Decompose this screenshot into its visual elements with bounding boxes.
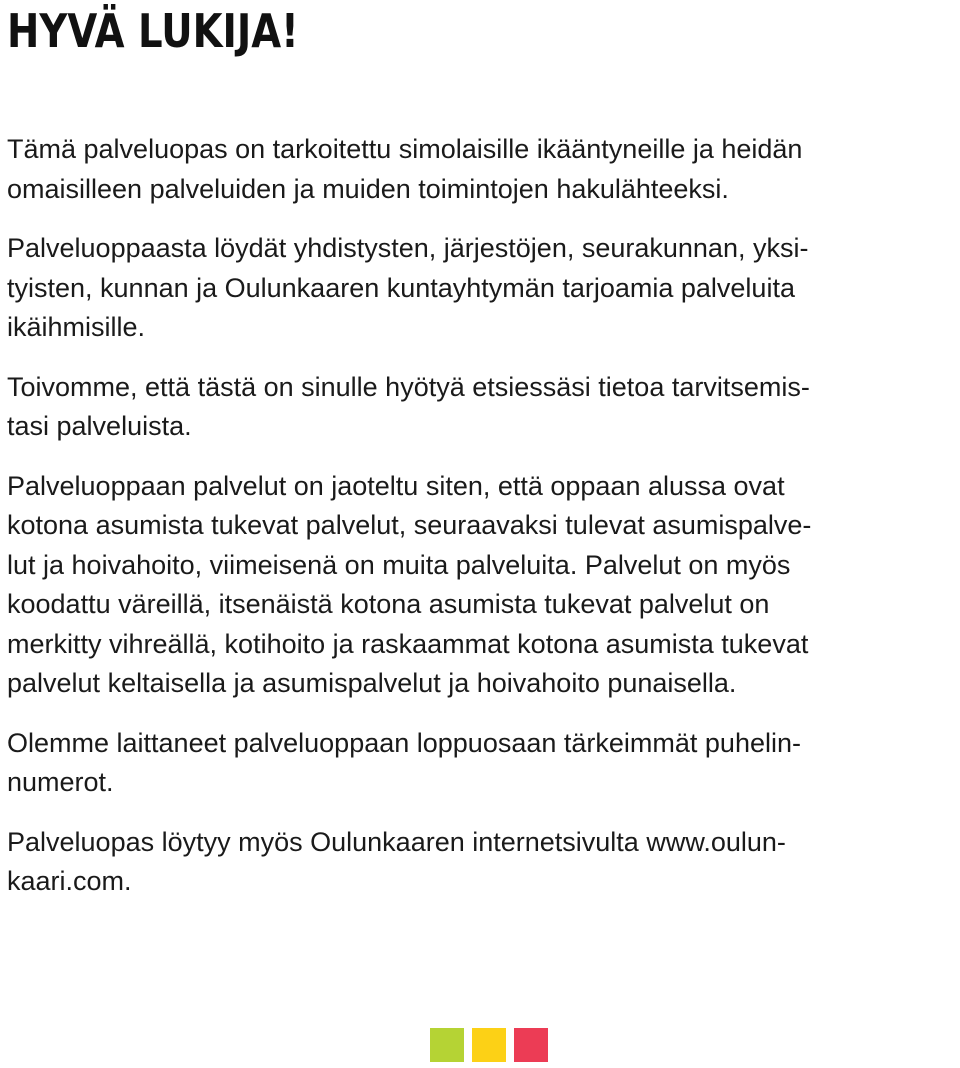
paragraph-line: merkitty vihreällä, kotihoito ja raskaammat kotona asumista tukevat	[7, 628, 809, 659]
paragraph-line: palvelut keltaisella ja asumispalvelut ja hoivahoito punaisella.	[7, 668, 737, 698]
paragraph-phone-numbers	[7, 724, 953, 803]
yellow-square	[472, 1028, 506, 1062]
page-title: HYVÄ LUKIJA!	[7, 4, 299, 58]
paragraph-line: ikäihmisille.	[7, 312, 146, 342]
paragraph-line: omaisilleen palveluiden ja muiden toimintojen hakulähteeksi.	[7, 173, 729, 204]
paragraph-line: lut ja hoivahoito, viimeisenä on muita palveluita. Palvelut on myös	[7, 549, 791, 580]
paragraph-line: Toivomme, että tästä on sinulle hyötyä etsiessäsi tietoa tarvitsemis-	[7, 371, 810, 402]
green-square	[430, 1028, 464, 1062]
paragraph-line: Tämä palveluopas on tarkoitettu simolaisille ikääntyneille ja heidän	[7, 134, 803, 164]
body-text	[7, 130, 953, 922]
red-square	[514, 1028, 548, 1062]
paragraph-structure	[7, 467, 953, 704]
paragraph-website	[7, 823, 953, 902]
paragraph-line: koodattu väreillä, itsenäistä kotona asumista tukevat palvelut on	[7, 589, 770, 619]
paragraph-line: tasi palveluista.	[7, 411, 192, 441]
paragraph-contents	[7, 229, 953, 348]
paragraph-line: tyisten, kunnan ja Oulunkaaren kuntayhtymän tarjoamia palveluita	[7, 272, 795, 303]
paragraph-line: kaari.com.	[7, 866, 132, 896]
paragraph-line: numerot.	[7, 767, 114, 797]
paragraph-line: kotona asumista tukevat palvelut, seuraavaksi tulevat asumispalve-	[7, 510, 812, 540]
paragraph-line: Olemme laittaneet palveluoppaan loppuosaan tärkeimmät puhelin-	[7, 727, 801, 758]
paragraph-line: Palveluoppaan palvelut on jaoteltu siten, että oppaan alussa ovat	[7, 470, 785, 501]
paragraph-line: Palveluoppaasta löydät yhdistysten, järjestöjen, seurakunnan, yksi-	[7, 233, 809, 263]
paragraph-intro	[7, 130, 953, 209]
paragraph-wish	[7, 368, 953, 447]
document-page	[7, 0, 953, 896]
paragraph-line: Palveluopas löytyy myös Oulunkaaren internetsivulta www.oulun-	[7, 826, 786, 857]
color-code-squares	[430, 1028, 548, 1062]
